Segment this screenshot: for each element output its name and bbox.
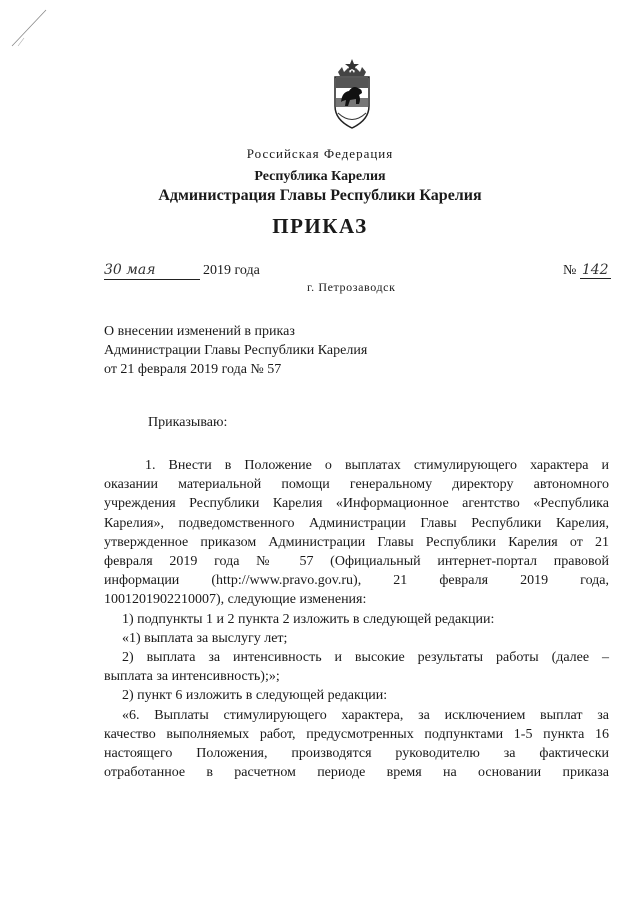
date-underline bbox=[104, 262, 200, 280]
date-year: 2019 года bbox=[203, 263, 260, 278]
body-line: качество выполняемых работ, предусмотренных подпунктами 1-5 пункта 16 bbox=[104, 726, 609, 742]
document-date bbox=[104, 262, 260, 280]
body-line: 2) выплата за интенсивность и высокие результаты работы (далее – bbox=[122, 650, 609, 666]
body-line: 1001201902210007), следующие изменения: bbox=[104, 592, 367, 608]
city-name: г. Петрозаводск bbox=[307, 280, 396, 294]
subject-line: от 21 февраля 2019 года № 57 bbox=[104, 362, 282, 377]
body-line: 2) пункт 6 изложить в следующей редакции: bbox=[122, 688, 388, 704]
body-line: 1. Внести в Положение о выплатах стимулирующего характера и bbox=[145, 458, 609, 473]
order-heading: Приказываю: bbox=[148, 415, 228, 430]
body-line: отработанное в расчетном периоде время на основании приказа bbox=[104, 765, 609, 781]
handwritten-date: 30 мая bbox=[104, 262, 156, 278]
body-line: информации (http://www.pravo.gov.ru), 21 февраля 2019 года, bbox=[104, 573, 609, 589]
document-subject bbox=[104, 322, 367, 379]
country-name: Российская Федерация bbox=[246, 146, 394, 161]
number-sign: № bbox=[563, 263, 577, 278]
body-line: февраля 2019 года № 57 (Официальный интернет-портал правовой bbox=[104, 554, 609, 570]
body-line: оказании материальной помощи генеральному директору автономного bbox=[104, 477, 609, 493]
body-line: настоящего Положения, производятся руководителю за фактически bbox=[104, 746, 609, 762]
subject-line: Администрации Главы Республики Карелия bbox=[104, 343, 368, 358]
document-number bbox=[563, 262, 611, 279]
body-line: 1) подпункты 1 и 2 пункта 2 изложить в следующей редакции: bbox=[122, 611, 495, 627]
document-body bbox=[104, 456, 609, 782]
document-title: ПРИКАЗ bbox=[272, 214, 368, 238]
administration-name: Администрация Главы Республики Карелия bbox=[158, 187, 482, 204]
body-line: утвержденное приказом Администрации Главы Республики Карелия от 21 bbox=[104, 534, 609, 550]
body-line: «1) выплата за выслугу лет; bbox=[122, 630, 288, 646]
handwritten-number: 142 bbox=[581, 262, 609, 278]
coat-of-arms-emblem bbox=[329, 58, 375, 132]
republic-name: Республика Карелия bbox=[254, 169, 386, 184]
scan-artifact-line bbox=[10, 8, 50, 48]
body-line: учреждения Республики Карелия «Информационное агентство «Республика bbox=[104, 496, 609, 512]
subject-line: О внесении изменений в приказ bbox=[104, 324, 295, 339]
body-line: «6. Выплаты стимулирующего характера, за исключением выплат за bbox=[122, 707, 609, 723]
body-line: выплата за интенсивность);»; bbox=[104, 669, 280, 685]
body-line: Карелия», подведомственного Администрации Главы Республики Карелия, bbox=[104, 515, 609, 531]
